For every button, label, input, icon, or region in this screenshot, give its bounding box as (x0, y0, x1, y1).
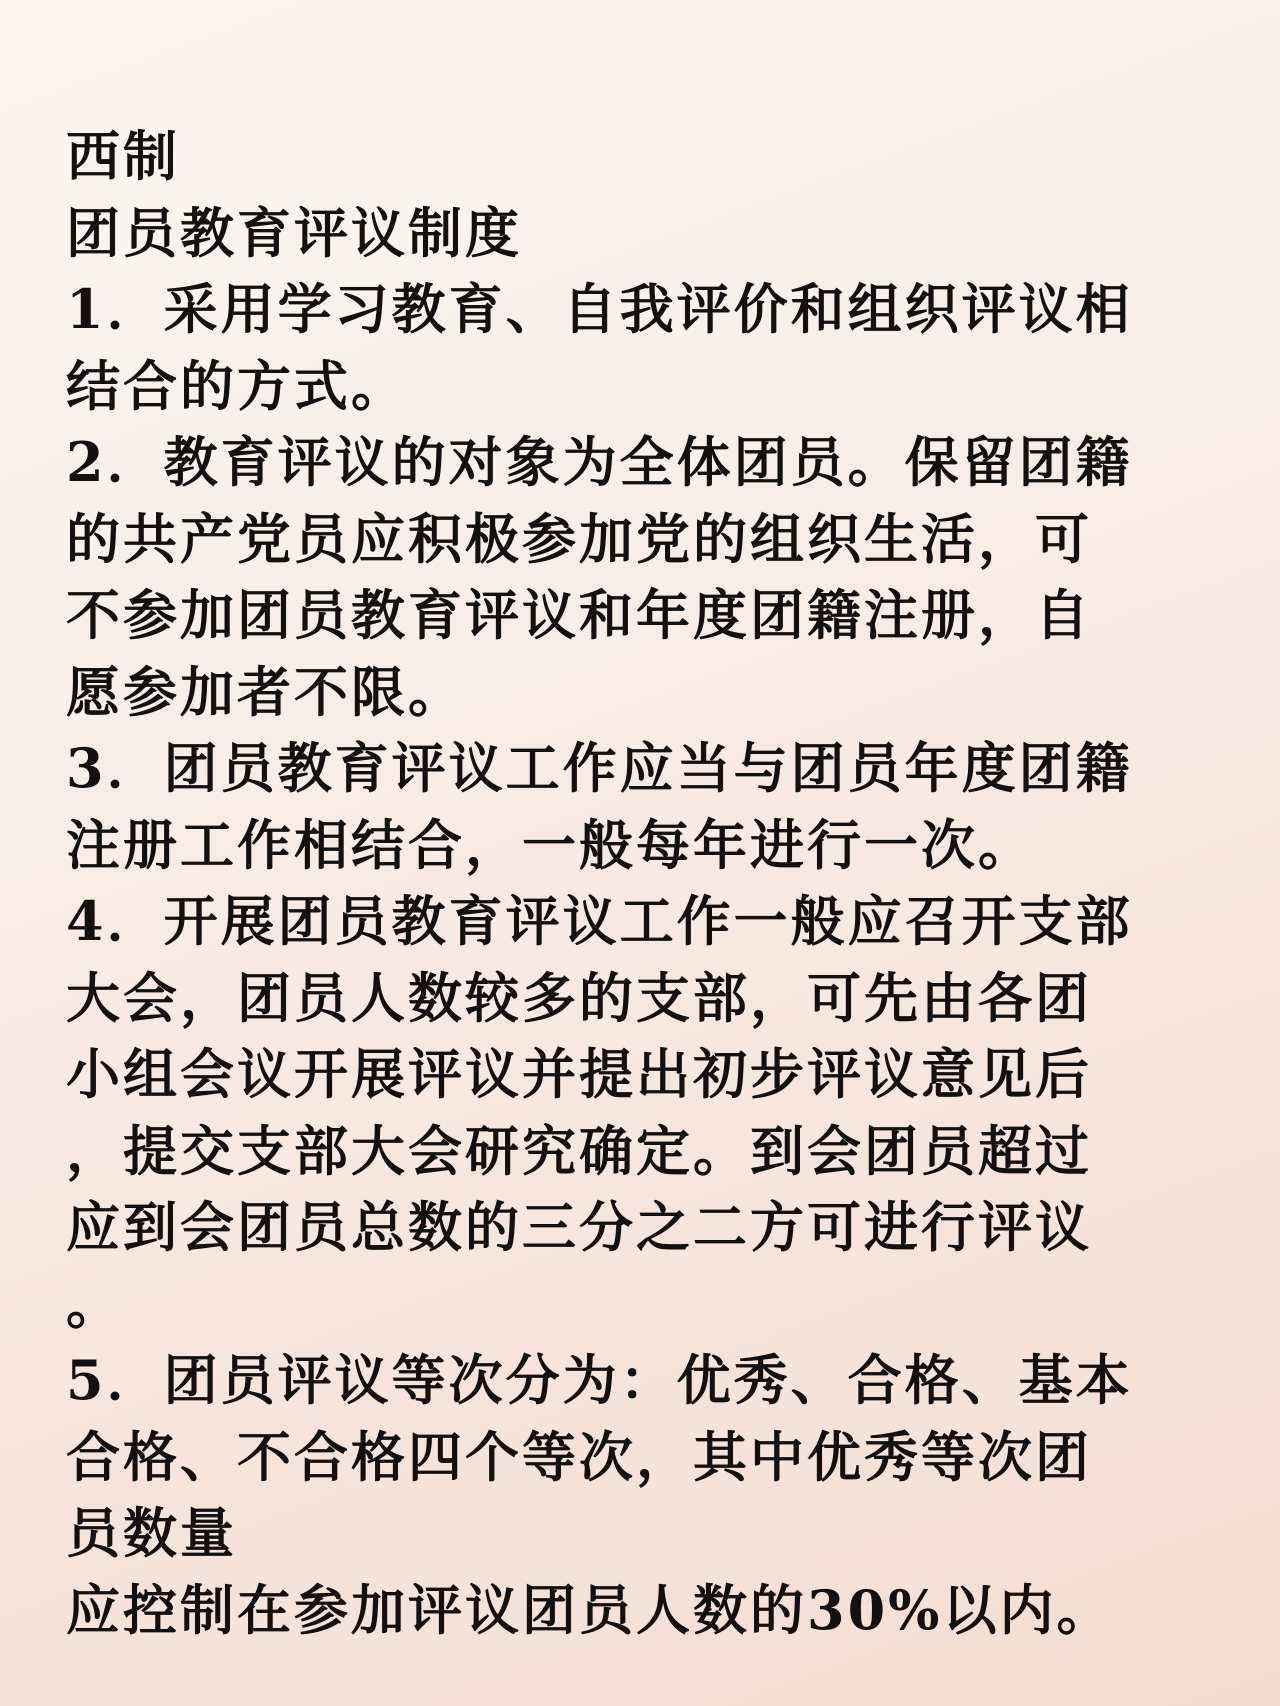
rule-4-line-4: ，提交支部大会研究确定。到会团员超过 (66, 1118, 1092, 1183)
rule-2-line-2: 的共产党员应积极参加党的组织生活，可 (66, 506, 1092, 571)
rule-4-line-5: 应到会团员总数的三分之二方可进行评议 (66, 1195, 1092, 1259)
rule-4-line-6: 。 (66, 1271, 123, 1336)
rule-5-line-2: 合格、不合格四个等次，其中优秀等次团 (66, 1424, 1092, 1489)
rule-3-line-1: 3．团员教育评议工作应当与团员年度团籍 (66, 736, 1133, 800)
rule-2-line-3: 不参加团员教育评议和年度团籍注册，自 (66, 583, 1092, 647)
document-label: 西制 (66, 124, 180, 188)
rule-1-line-2: 结合的方式。 (66, 353, 408, 418)
rule-5-line-4: 应控制在参加评议团员人数的30%以内。 (66, 1577, 1114, 1642)
rule-4-line-2: 大会，团员人数较多的支部，可先由各团 (66, 965, 1092, 1030)
rule-3-line-2: 注册工作相结合，一般每年进行一次。 (66, 812, 1035, 877)
rule-2-line-4: 愿参加者不限。 (66, 659, 465, 724)
rule-5-line-1: 5．团员评议等次分为：优秀、合格、基本 (66, 1348, 1133, 1412)
rule-2-line-1: 2．教育评议的对象为全体团员。保留团籍 (66, 430, 1133, 494)
rule-5-line-3: 员数量 (66, 1501, 237, 1565)
rule-4-line-3: 小组会议开展评议并提出初步评议意见后 (66, 1042, 1092, 1106)
rule-1-line-1: 1．采用学习教育、自我评价和组织评议相 (66, 277, 1133, 341)
rule-4-line-1: 4．开展团员教育评议工作一般应召开支部 (66, 889, 1133, 953)
document-title: 团员教育评议制度 (66, 200, 522, 265)
